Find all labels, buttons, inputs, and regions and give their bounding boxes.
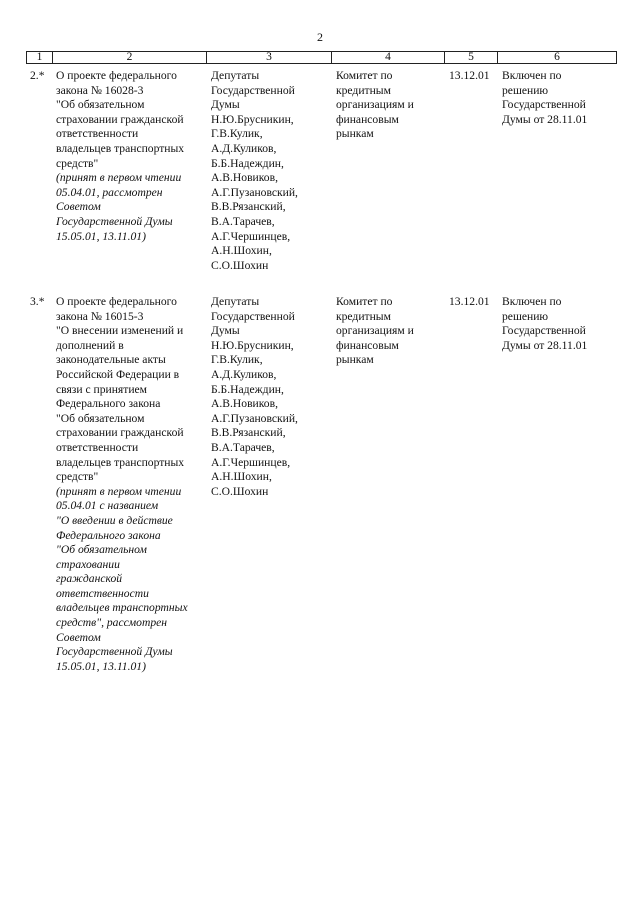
page-number: 2 <box>317 30 323 44</box>
text-line: Государственной Думы <box>56 645 173 659</box>
text-line: А.Г.Чершинцев, <box>211 229 291 243</box>
text-line: 05.04.01 с названием <box>56 499 159 513</box>
text-line: страховании <box>56 557 120 571</box>
text-line: "О введении в действие <box>56 513 173 527</box>
text-line: гражданской <box>56 572 123 586</box>
text-line: средств" <box>56 470 99 484</box>
text-line: 15.05.01, 13.11.01) <box>56 229 146 243</box>
text-line: ответственности <box>56 586 149 600</box>
inclusion-status <box>502 69 614 127</box>
text-line: организациям и <box>336 324 414 338</box>
text-line: Г.В.Кулик, <box>211 127 263 141</box>
text-line: рынкам <box>336 353 374 367</box>
text-line: кредитным <box>336 309 391 323</box>
text-line: Думы от 28.11.01 <box>502 112 588 126</box>
text-line: В.В.Рязанский, <box>211 426 286 440</box>
text-line: А.В.Новиков, <box>211 171 278 185</box>
text-line: "Об обязательном <box>56 543 147 557</box>
text-line: Федерального закона <box>56 528 161 542</box>
text-line: кредитным <box>336 83 391 97</box>
text-line: страховании гражданской <box>56 426 184 440</box>
text-line: Н.Ю.Брусникин, <box>211 112 294 126</box>
responsible-committee <box>336 295 446 368</box>
column-number-1: 1 <box>27 52 53 64</box>
text-line: С.О.Шохин <box>211 258 269 272</box>
text-line: закона № 16028-3 <box>56 83 144 97</box>
text-line: А.Н.Шохин, <box>211 470 272 484</box>
text-line: Федерального закона <box>56 397 161 411</box>
text-line: В.А.Тарачев, <box>211 440 275 454</box>
inclusion-status <box>502 295 614 353</box>
column-number-6: 6 <box>498 52 617 64</box>
text-line: Государственной <box>502 324 586 338</box>
text-line: Государственной <box>211 83 295 97</box>
entry-number: 2.* <box>30 69 45 82</box>
text-line: Государственной <box>502 98 586 112</box>
text-line: ответственности <box>56 440 139 454</box>
text-line: В.В.Рязанский, <box>211 200 286 214</box>
text-line: Государственной Думы <box>56 214 173 228</box>
text-line: 05.04.01, рассмотрен <box>56 185 163 199</box>
text-line: владельцев транспортных <box>56 455 185 469</box>
text-line: Думы <box>211 324 240 338</box>
responsible-committee <box>336 69 446 142</box>
text-line: А.Д.Куликов, <box>211 367 277 381</box>
review-date: 13.12.01 <box>449 69 490 82</box>
text-line: Включен по <box>502 69 562 82</box>
text-line: О проекте федерального <box>56 295 177 308</box>
text-line: 15.05.01, 13.11.01) <box>56 659 146 673</box>
text-line: Г.В.Кулик, <box>211 353 263 367</box>
text-line: закона № 16015-3 <box>56 309 144 323</box>
text-line: организациям и <box>336 98 414 112</box>
text-line: Российской Федерации в <box>56 367 180 381</box>
text-line: "Об обязательном <box>56 98 145 112</box>
bill-authors <box>211 69 329 273</box>
text-line: финансовым <box>336 112 399 126</box>
column-number-5: 5 <box>445 52 498 64</box>
column-number-2: 2 <box>53 52 207 64</box>
text-line: Советом <box>56 630 101 644</box>
text-line: решению <box>502 309 549 323</box>
text-line: финансовым <box>336 338 399 352</box>
text-line: Комитет по <box>336 69 393 82</box>
bill-title <box>56 295 208 674</box>
text-line: Н.Ю.Брусникин, <box>211 338 294 352</box>
text-line: А.Н.Шохин, <box>211 244 272 258</box>
column-header-table <box>26 51 617 64</box>
bill-authors <box>211 295 329 499</box>
text-line: законодательные акты <box>56 353 166 367</box>
text-line: А.Г.Пузановский, <box>211 185 298 199</box>
text-line: О проекте федерального <box>56 69 177 82</box>
text-line: Включен по <box>502 295 562 308</box>
text-line: А.Д.Куликов, <box>211 141 277 155</box>
text-line: средств" <box>56 156 99 170</box>
column-number-3: 3 <box>207 52 332 64</box>
text-line: владельцев транспортных <box>56 141 185 155</box>
text-line: дополнений в <box>56 338 124 352</box>
text-line: Думы от 28.11.01 <box>502 338 588 352</box>
text-line: решению <box>502 83 549 97</box>
text-line: Б.Б.Надеждин, <box>211 382 284 396</box>
text-line: Комитет по <box>336 295 393 308</box>
text-line: рынкам <box>336 127 374 141</box>
text-line: Советом <box>56 200 101 214</box>
review-date: 13.12.01 <box>449 295 490 308</box>
text-line: Депутаты <box>211 295 260 308</box>
entry-number: 3.* <box>30 295 45 308</box>
text-line: владельцев транспортных <box>56 601 188 615</box>
text-line: А.Г.Пузановский, <box>211 411 298 425</box>
text-line: ответственности <box>56 127 139 141</box>
text-line: страховании гражданской <box>56 112 184 126</box>
text-line: В.А.Тарачев, <box>211 214 275 228</box>
text-line: Думы <box>211 98 240 112</box>
text-line: А.Г.Чершинцев, <box>211 455 291 469</box>
column-header-row <box>27 52 617 64</box>
text-line: (принят в первом чтении <box>56 484 182 498</box>
text-line: Депутаты <box>211 69 260 82</box>
column-number-4: 4 <box>332 52 445 64</box>
text-line: (принят в первом чтении <box>56 171 182 185</box>
text-line: Государственной <box>211 309 295 323</box>
text-line: средств", рассмотрен <box>56 616 168 630</box>
text-line: связи с принятием <box>56 382 148 396</box>
bill-title <box>56 69 208 244</box>
text-line: А.В.Новиков, <box>211 397 278 411</box>
text-line: С.О.Шохин <box>211 484 269 498</box>
text-line: "О внесении изменений и <box>56 324 184 338</box>
text-line: "Об обязательном <box>56 411 145 425</box>
text-line: Б.Б.Надеждин, <box>211 156 284 170</box>
